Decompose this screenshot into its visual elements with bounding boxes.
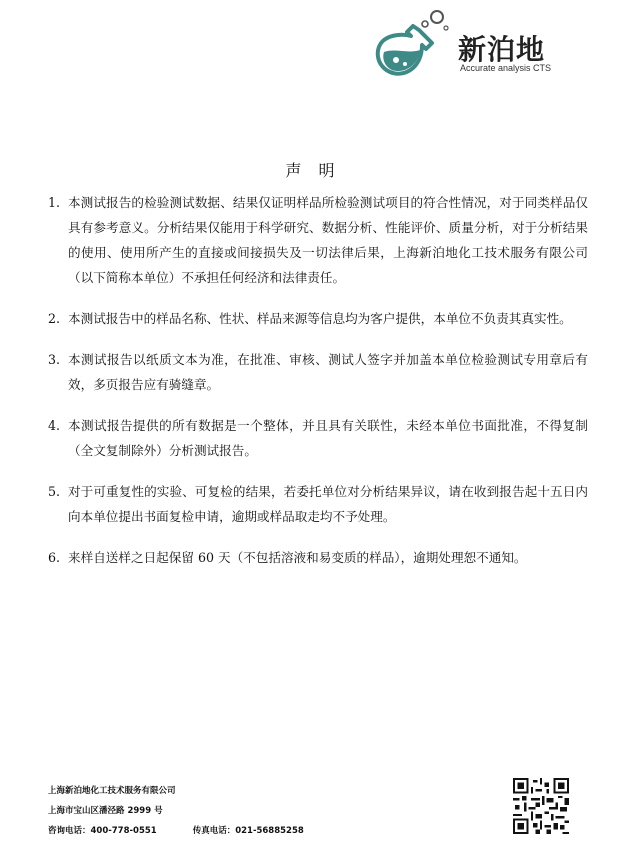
qr-code-icon — [513, 778, 569, 834]
item-number: 5. — [48, 484, 61, 499]
footer-address: 上海市宝山区潘泾路 2999 号 — [48, 806, 163, 816]
item-text: 来样自送样之日起保留 60 天（不包括溶液和易变质的样品），逾期处理恕不通知。 — [68, 550, 527, 565]
page-title: 声 明 — [285, 161, 341, 180]
item-number: 2. — [48, 311, 61, 326]
footer-company: 上海新泊地化工技术服务有限公司 — [48, 786, 176, 796]
item-text: 对于可重复性的实验、可复检的结果，若委托单位对分析结果异议，请在收到报告起十五日内向本单位提出书面复检申请，逾期或样品取走均不予处理。 — [68, 484, 588, 524]
footer-fax: 传真电话：021-56885258 — [192, 826, 304, 836]
item-number: 6. — [48, 550, 61, 565]
company-logo — [374, 8, 574, 78]
statement-item-4 — [48, 413, 588, 463]
statement-list — [48, 190, 588, 586]
item-text: 本测试报告以纸质文本为准，在批准、审核、测试人签字并加盖本单位检验测试专用章后有效，多页报告应有骑缝章。 — [68, 352, 588, 392]
statement-item-3 — [48, 347, 588, 397]
flask-icon — [374, 8, 452, 80]
statement-item-5 — [48, 479, 588, 529]
footer — [48, 781, 304, 841]
brand-tagline: Accurate analysis CTS — [460, 63, 552, 73]
statement-item-2 — [48, 306, 588, 331]
statement-item-1 — [48, 190, 588, 290]
item-number: 3. — [48, 352, 61, 367]
item-number: 4. — [48, 418, 61, 433]
item-text: 本测试报告的检验测试数据、结果仅证明样品所检验测试项目的符合性情况，对于同类样品仅具有参考意义。分析结果仅能用于科学研究、数据分析、性能评价、质量分析，对于分析结果的使用、使用所产生的直接或间接损失及一切法律后果，上海新泊地化工技术服务有限公司（以下简称本单位）不承担任何经济和法律责任。 — [68, 195, 588, 285]
item-number: 1. — [48, 195, 61, 210]
item-text: 本测试报告中的样品名称、性状、样品来源等信息均为客户提供，本单位不负责其真实性。 — [68, 311, 572, 326]
item-text: 本测试报告提供的所有数据是一个整体，并且具有关联性，未经本单位书面批准，不得复制（全文复制除外）分析测试报告。 — [68, 418, 588, 458]
statement-item-6 — [48, 545, 588, 570]
brand-name: 新泊地 — [458, 33, 546, 66]
footer-phone: 咨询电话：400-778-0551 — [48, 826, 157, 836]
footer-contact — [48, 821, 304, 841]
